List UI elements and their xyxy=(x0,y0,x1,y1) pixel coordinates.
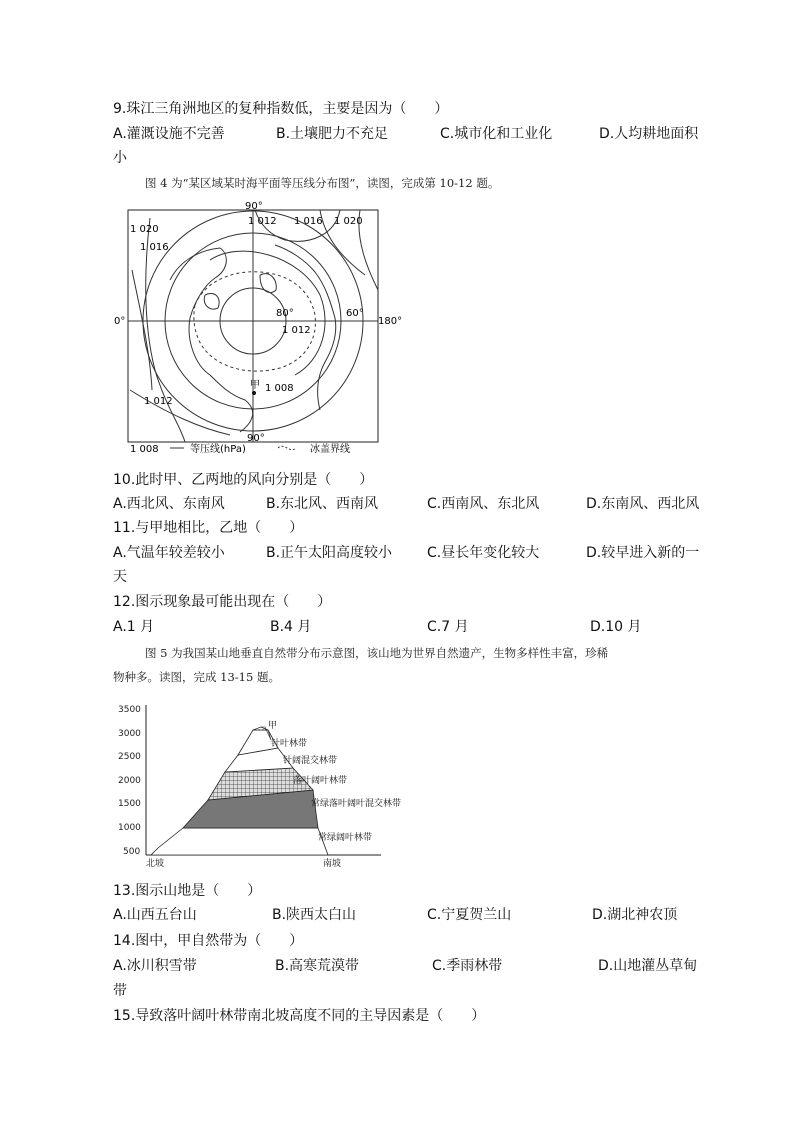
q9-option-b: B.土壤肥力不充足 xyxy=(276,126,389,142)
q10-option-c: C.西南风、东北风 xyxy=(427,496,540,512)
y-tick: 1500 xyxy=(118,799,141,809)
point-jia-marker xyxy=(252,391,256,395)
q10-stem: 10.此时甲、乙两地的风向分别是（ ） xyxy=(113,472,374,488)
isobar-line xyxy=(132,270,152,390)
isobar-label: 1 020 xyxy=(334,216,363,227)
y-tick: 2000 xyxy=(118,776,141,786)
isobar-label: 1 008 xyxy=(265,383,294,394)
belt-label: 针叶林带 xyxy=(271,739,308,749)
belt-evergreen-broadleaf xyxy=(151,828,328,855)
north-slope-label: 北坡 xyxy=(146,859,165,869)
label-top-90: 90° xyxy=(245,201,263,212)
q10-option-d: D.东南风、西北风 xyxy=(586,496,700,512)
coastline xyxy=(170,248,253,432)
label-0: 0° xyxy=(114,316,126,327)
fig5-caption-line2: 物种多。读图，完成 13-15 题。 xyxy=(113,670,280,684)
q12-stem: 12.图示现象最可能出现在（ ） xyxy=(113,594,332,610)
label-bottom-90: 90° xyxy=(247,433,265,444)
q14-option-a: A.冰川积雪带 xyxy=(113,958,197,974)
q10-option-b: B.东北风、西南风 xyxy=(266,496,379,512)
q9-stem: 9.珠江三角洲地区的复种指数低，主要是因为（ ） xyxy=(113,101,449,117)
peak-jia-label: 甲 xyxy=(268,721,278,731)
label-60: 60° xyxy=(346,308,364,319)
isobar-map xyxy=(110,200,410,458)
label-180: 180° xyxy=(378,316,403,327)
q15-stem: 15.导致落叶阔叶林带南北坡高度不同的主导因素是（ ） xyxy=(113,1008,486,1024)
fig4-caption: 图 4 为“某区域某时海平面等压线分布图”，读图，完成第 10-12 题。 xyxy=(145,176,500,190)
belt-label: 常绿落叶阔叶混交林带 xyxy=(311,799,402,809)
isobar-label: 1 012 xyxy=(282,325,311,336)
isobar-label: 1 012 xyxy=(144,396,173,407)
q11-option-d-wrap: 天 xyxy=(113,569,127,585)
isobar-label: 1 012 xyxy=(248,216,277,227)
coastline xyxy=(204,293,219,309)
q12-option-c: C.7 月 xyxy=(427,619,469,635)
q12-option-b: B.4 月 xyxy=(270,619,312,635)
q11-option-d: D.较早进入新的一 xyxy=(586,545,700,561)
isobar-label: 1 008 xyxy=(130,444,159,455)
isobar-line xyxy=(210,251,325,375)
q12-option-a: A.1 月 xyxy=(113,619,155,635)
legend-ice: 冰盖界线 xyxy=(310,444,350,455)
y-tick: 500 xyxy=(123,847,141,857)
q11-option-c: C.昼长年变化较大 xyxy=(427,545,540,561)
belt-label: 常绿阔叶林带 xyxy=(318,833,373,843)
isobar-label: 1 020 xyxy=(130,224,159,235)
q11-stem: 11.与甲地相比，乙地（ ） xyxy=(113,520,304,536)
belt-label: 落叶阔叶林带 xyxy=(293,776,348,786)
point-jia-label: 甲 xyxy=(250,380,260,391)
q12-option-d: D.10 月 xyxy=(590,619,642,635)
q9-option-d: D.人均耕地面积 xyxy=(599,126,699,142)
fig5-caption-line1: 图 5 为我国某山地垂直自然带分布示意图，该山地为世界自然遗产，生物多样性丰富，珍稀 xyxy=(145,646,609,660)
legend-isobar: 等压线(hPa) xyxy=(190,444,246,455)
isobar-label: 1 016 xyxy=(140,242,169,253)
y-tick: 2500 xyxy=(118,752,141,762)
q11-option-a: A.气温年较差较小 xyxy=(113,545,225,561)
q13-option-c: C.宁夏贺兰山 xyxy=(427,907,512,923)
q14-option-d: D.山地灌丛草甸 xyxy=(598,958,698,974)
y-tick: 1000 xyxy=(118,823,141,833)
q10-option-a: A.西北风、东南风 xyxy=(113,496,225,512)
q13-option-b: B.陕西太白山 xyxy=(272,907,357,923)
isobar-label: 1 016 xyxy=(294,216,323,227)
south-slope-label: 南坡 xyxy=(323,859,342,869)
q13-option-a: A.山西五台山 xyxy=(113,907,197,923)
q13-option-d: D.湖北神农顶 xyxy=(592,907,678,923)
q9-option-d-wrap: 小 xyxy=(113,150,127,166)
q13-stem: 13.图示山地是（ ） xyxy=(113,883,262,899)
q14-option-b: B.高寒荒漠带 xyxy=(275,958,360,974)
y-tick: 3000 xyxy=(118,729,141,739)
q11-option-b: B.正午太阳高度较小 xyxy=(266,545,393,561)
label-80: 80° xyxy=(276,308,294,319)
q9-option-a: A.灌溉设施不完善 xyxy=(113,126,225,142)
q14-option-d-wrap: 带 xyxy=(113,983,127,999)
mountain-zone-diagram xyxy=(113,700,402,870)
q14-option-c: C.季雨林带 xyxy=(432,958,503,974)
belt-label: 针阔混交林带 xyxy=(283,756,338,766)
y-tick: 3500 xyxy=(118,705,141,715)
q14-stem: 14.图中，甲自然带为（ ） xyxy=(113,933,304,949)
q9-option-c: C.城市化和工业化 xyxy=(440,126,553,142)
